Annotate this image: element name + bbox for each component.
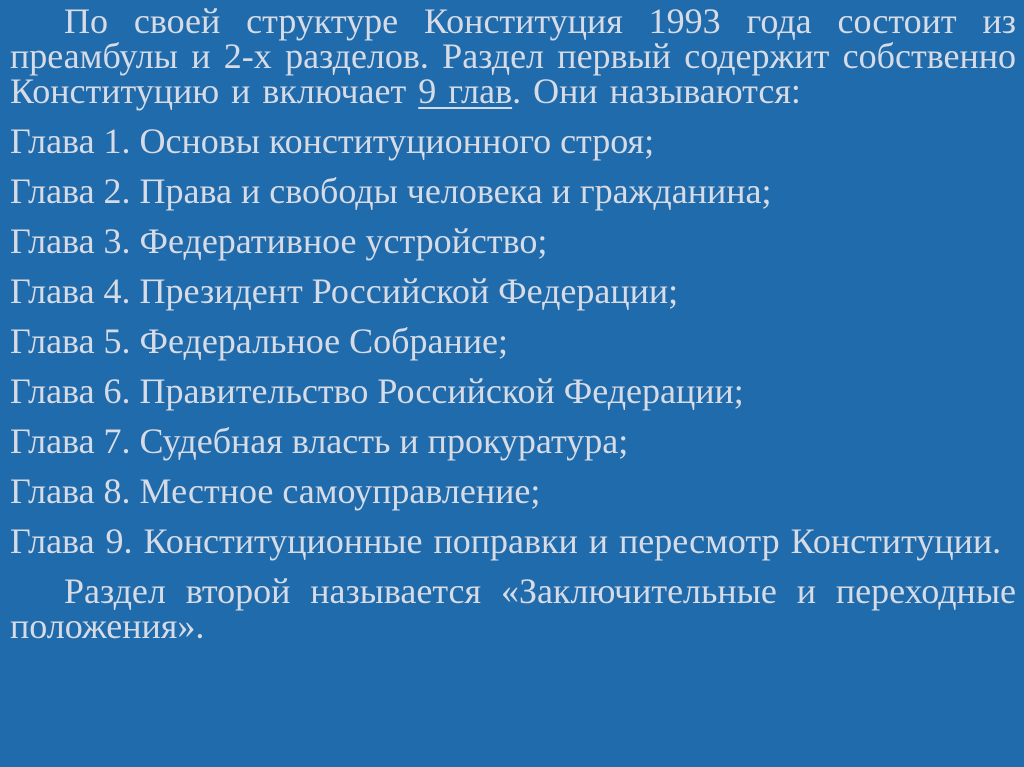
chapter-item-5: Глава 5. Федеральное Собрание; [10,321,508,361]
intro-text-start: По своей структуре Конституция 1993 года состоит из преамбулы и 2-х разделов. Раздел первый содержит собственно Конституцию и включает [10,1,1016,111]
outro-paragraph: Раздел второй называется «Заключительные и переходные положения». [10,571,1016,646]
chapter-item-3: Глава 3. Федеративное устройство; [10,221,548,261]
slide-text-body [10,1,1016,646]
chapter-item-4: Глава 4. Президент Российской Федерации; [10,271,679,311]
intro-paragraph [10,1,1016,111]
intro-text-end: . Они называются: [512,71,801,111]
chapter-item-2: Глава 2. Права и свободы человека и гражданина; [10,171,772,211]
chapter-item-9: Глава 9. Конституционные поправки и пересмотр Конституции. [10,521,1002,561]
chapter-item-1: Глава 1. Основы конституционного строя; [10,121,655,161]
chapter-item-8: Глава 8. Местное самоуправление; [10,471,541,511]
underlined-chapter-count: 9 глав [418,71,513,111]
chapter-item-6: Глава 6. Правительство Российской Федерации; [10,371,744,411]
chapter-item-7: Глава 7. Судебная власть и прокуратура; [10,421,629,461]
